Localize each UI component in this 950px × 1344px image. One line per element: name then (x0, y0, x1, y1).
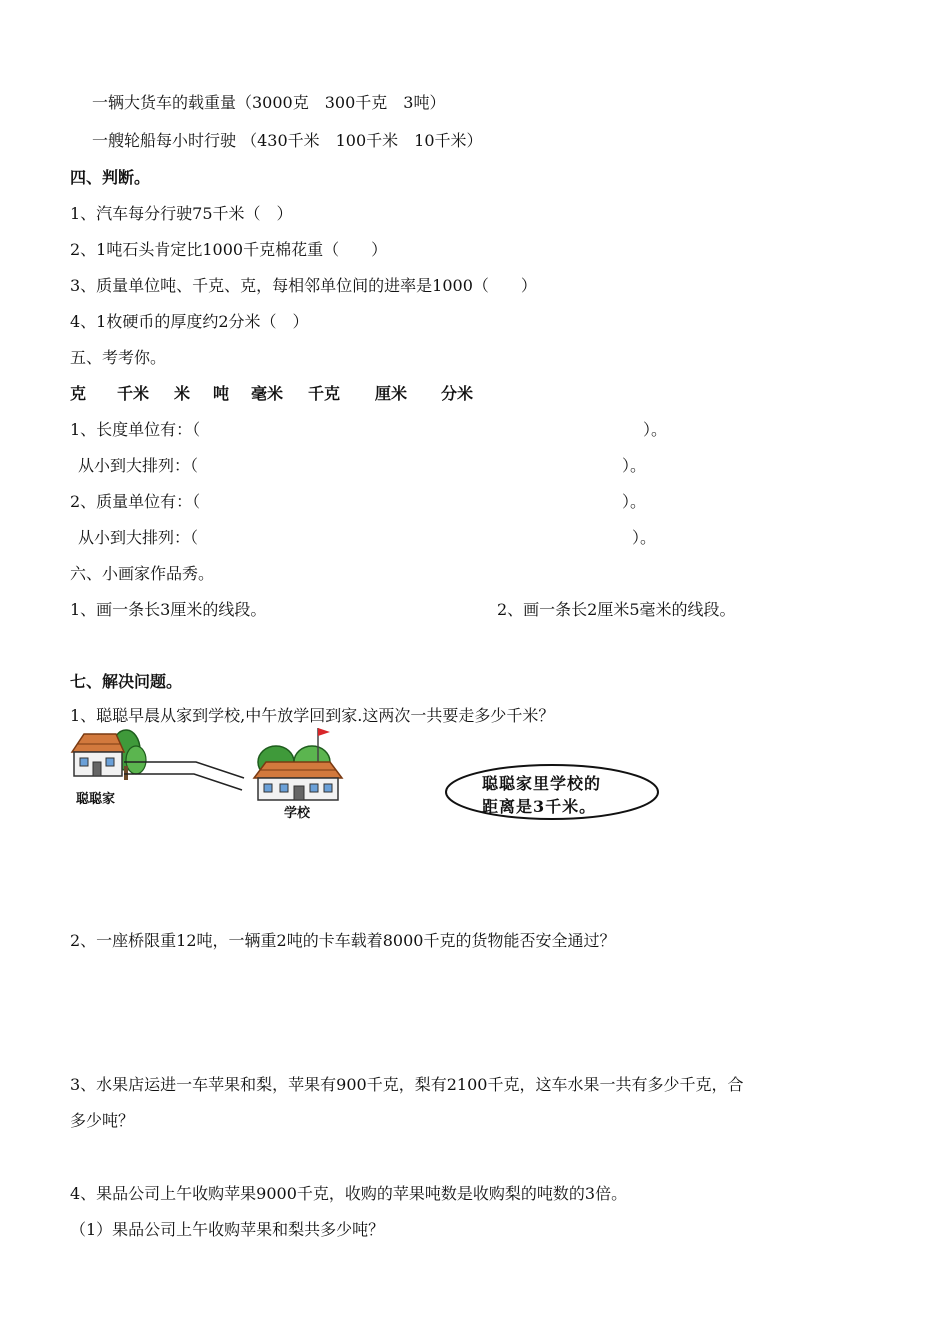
problem-4-sub1: （1）果品公司上午收购苹果和梨共多少吨？ (70, 1220, 385, 1239)
choice-truck: 一辆大货车的载重量（3000克 300千克 3吨） (92, 93, 446, 112)
mass-order-close: ）。 (632, 528, 657, 547)
judge-item-4: 4、1枚硬币的厚度约2分米（ ） (70, 312, 309, 331)
school-icon (254, 762, 342, 800)
unit-item: 克 (70, 384, 87, 403)
problem-2: 2、一座桥限重12吨，一辆重2吨的卡车载着8000千克的货物能否安全通过？ (70, 931, 616, 950)
unit-item: 厘米 (375, 384, 408, 403)
bubble-text-line1: 聪聪家里学校的 (482, 774, 602, 793)
section7-heading: 七、解决问题。 (70, 672, 183, 691)
unit-item: 毫米 (251, 384, 284, 403)
problem-4: 4、果品公司上午收购苹果9000千克，收购的苹果吨数是收购梨的吨数的3倍。 (70, 1184, 628, 1203)
judge-item-1: 1、汽车每分行驶75千米（ ） (70, 204, 293, 223)
home-icon (72, 734, 124, 776)
choice-ship: 一艘轮船每小时行驶 （430千米 100千米 10千米） (92, 131, 483, 150)
section6-heading: 六、小画家作品秀。 (70, 564, 215, 583)
section5-heading: 五、考考你。 (70, 348, 167, 367)
home-label: 聪聪家 (76, 792, 116, 807)
mass-order-label: 从小到大排列：（ (78, 528, 199, 547)
length-order-label: 从小到大排列：（ (78, 456, 199, 475)
unit-item: 千克 (308, 384, 341, 403)
unit-list (0, 384, 950, 404)
bubble-text-line2: 距离是3千米。 (482, 797, 597, 816)
mass-units-label: 2、质量单位有：（ (70, 492, 201, 511)
unit-item: 千米 (117, 384, 150, 403)
problem-3-line2: 多少吨？ (70, 1111, 135, 1130)
unit-item: 分米 (441, 384, 474, 403)
unit-item: 吨 (213, 384, 230, 403)
school-label: 学校 (284, 806, 311, 821)
section4-heading: 四、判断。 (70, 168, 151, 187)
draw-question-2: 2、画一条长2厘米5毫米的线段。 (497, 600, 736, 619)
judge-item-2: 2、1吨石头肯定比1000千克棉花重（ ） (70, 240, 388, 259)
problem-1: 1、聪聪早晨从家到学校,中午放学回到家.这两次一共要走多少千米？ (70, 706, 555, 725)
length-order-close: ）。 (622, 456, 647, 475)
judge-item-3: 3、质量单位吨、千克、克，每相邻单位间的进率是1000（ ） (70, 276, 537, 295)
unit-item: 米 (174, 384, 191, 403)
length-units-label: 1、长度单位有：（ (70, 420, 201, 439)
draw-question-1: 1、画一条长3厘米的线段。 (70, 600, 267, 619)
mass-units-close: ）。 (622, 492, 647, 511)
length-units-close: ）。 (643, 420, 668, 439)
problem-3-line1: 3、水果店运进一车苹果和梨，苹果有900千克，梨有2100千克，这车水果一共有多少千克，合 (70, 1075, 744, 1094)
